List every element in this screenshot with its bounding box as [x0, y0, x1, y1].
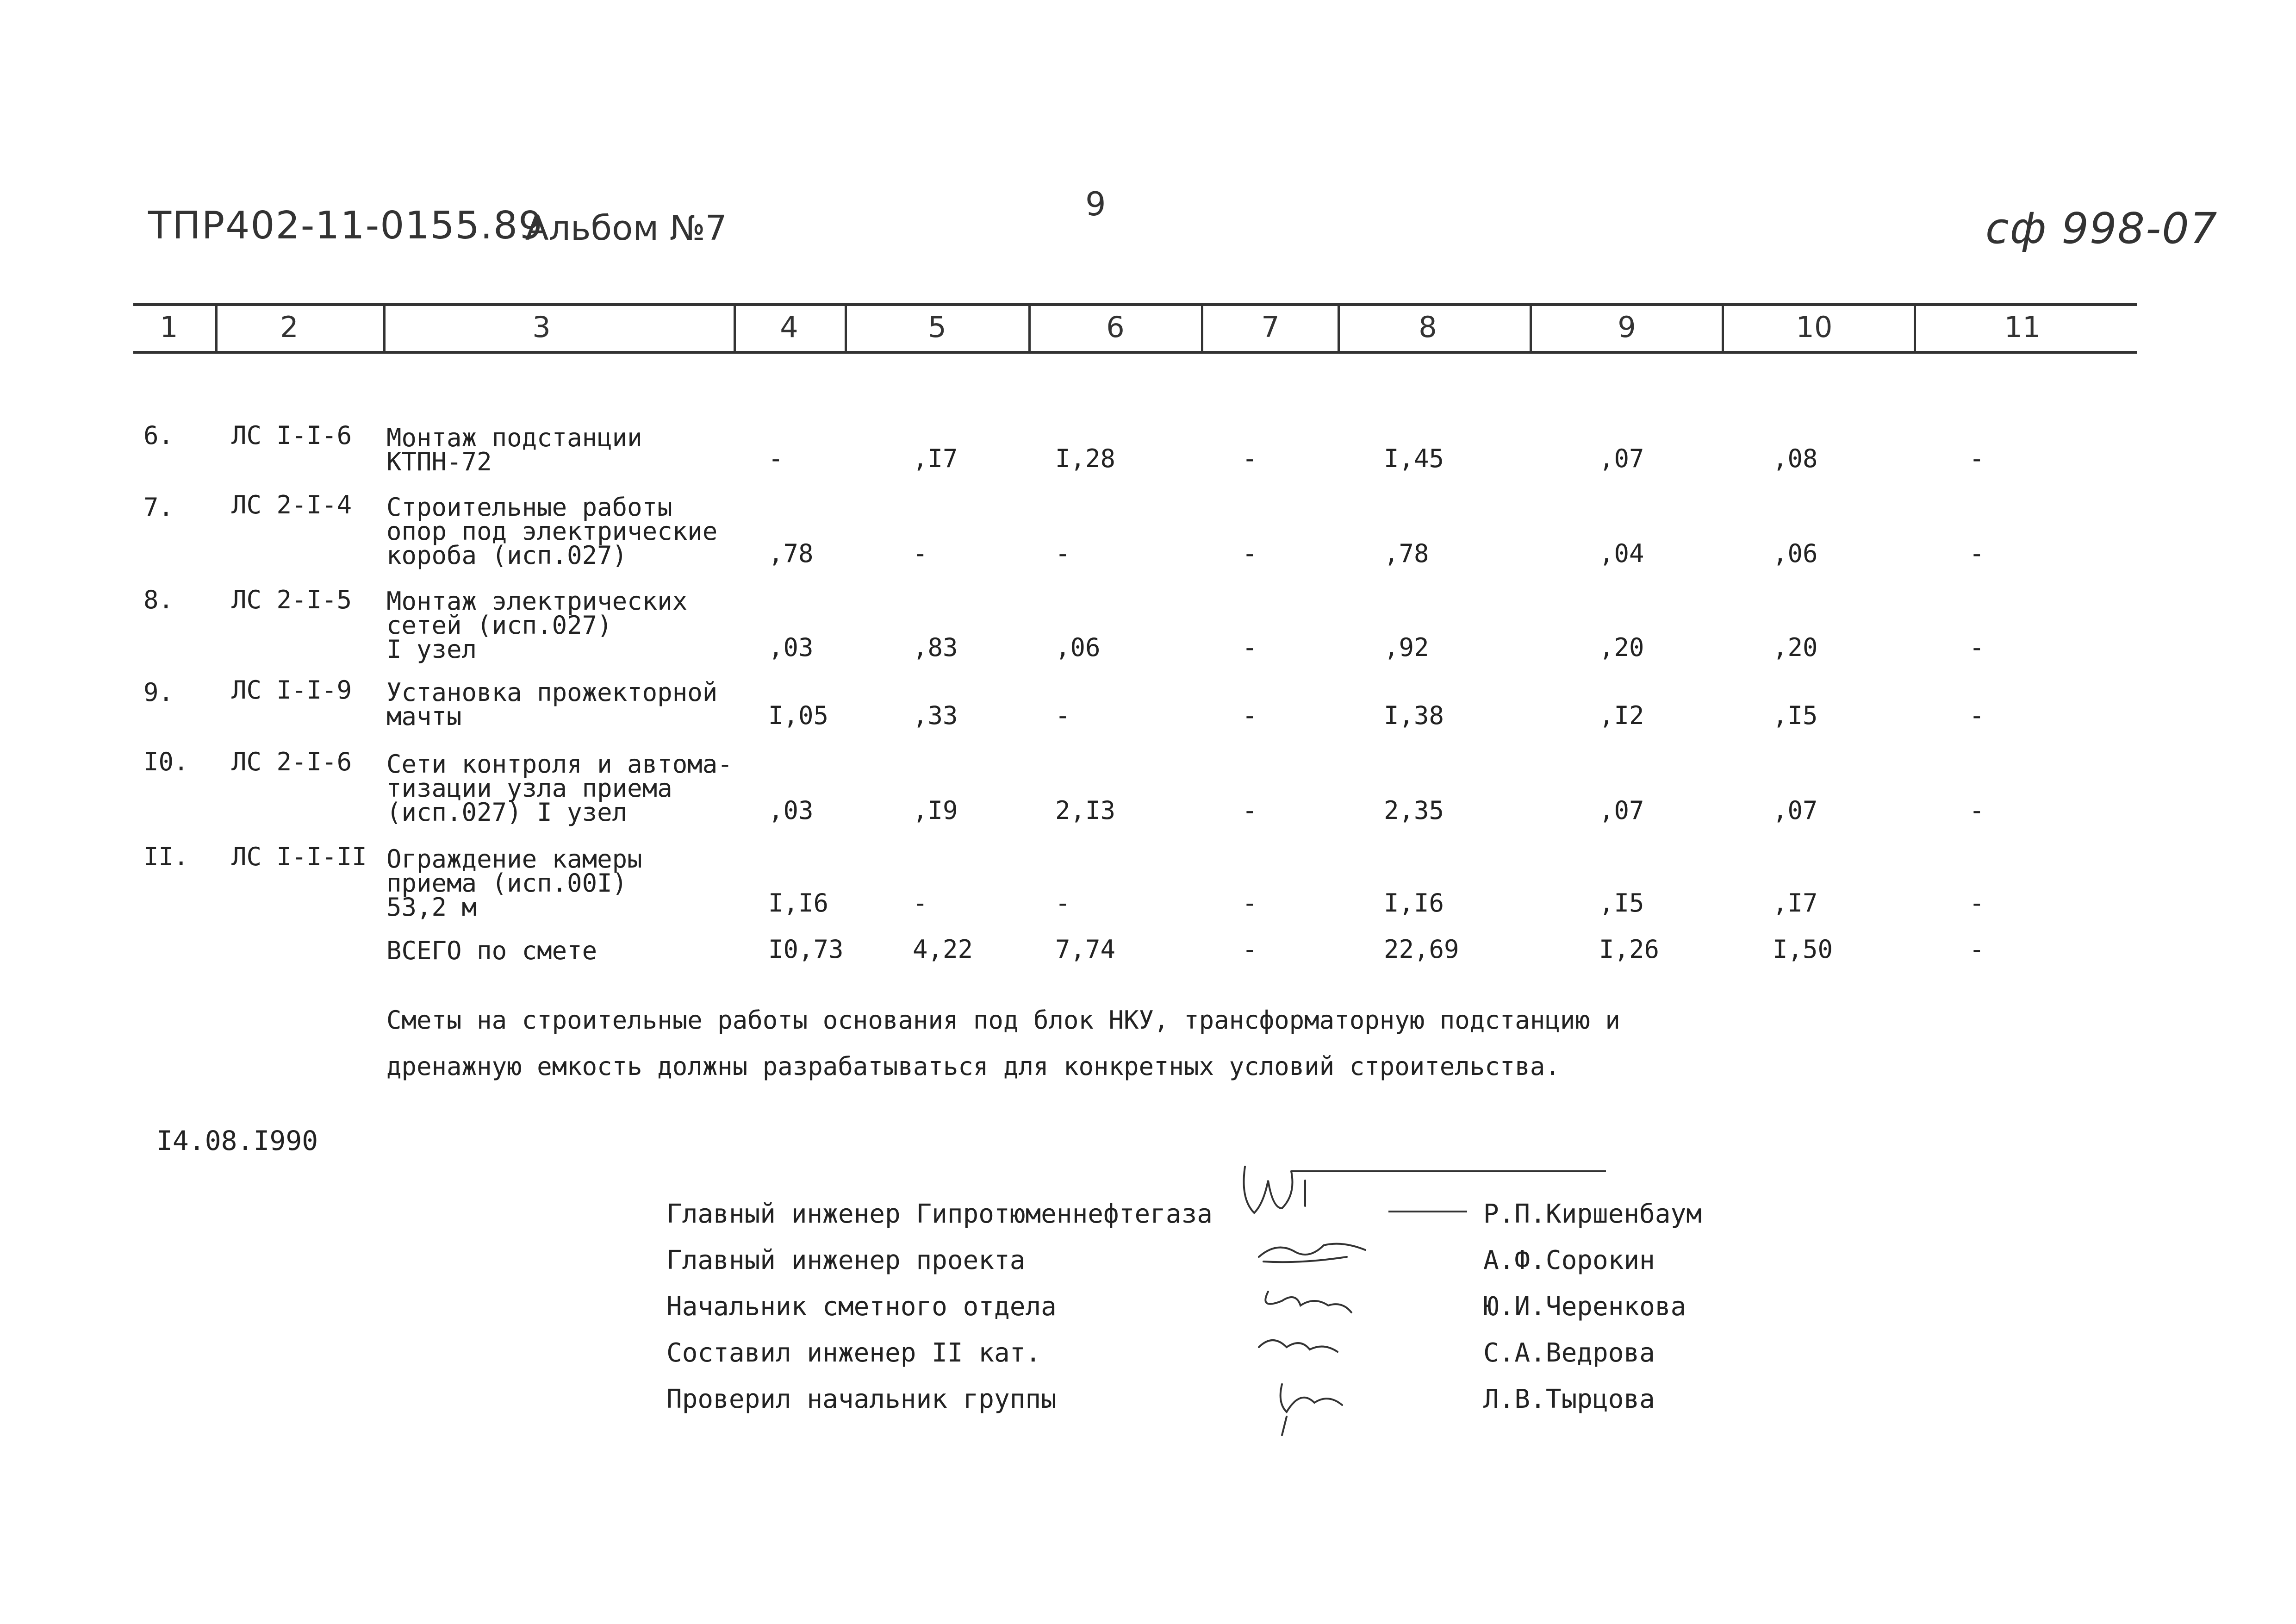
row-number: 9. — [143, 678, 174, 707]
value-col-7: - — [1242, 539, 1257, 568]
estimate-code: ЛС 2-I-5 — [231, 585, 352, 614]
column-header-5: 5 — [928, 310, 946, 344]
signature-name: Ю.И.Черенкова — [1483, 1292, 1686, 1322]
value-col-5: ,83 — [913, 633, 958, 662]
signature-title: Главный инженер проекта — [666, 1245, 1026, 1275]
work-description: Ограждение камеры приема (исп.00I) 53,2 м — [386, 844, 642, 922]
value-col-8: ,92 — [1384, 633, 1429, 662]
value-col-9: ,I5 — [1599, 888, 1644, 918]
estimate-code: ЛС 2-I-4 — [231, 490, 352, 519]
value-col-5: - — [913, 888, 928, 918]
signature-name: С.А.Ведрова — [1483, 1338, 1655, 1368]
album-number: Альбом №7 — [525, 208, 727, 248]
column-separator — [1722, 303, 1724, 354]
row-number: II. — [143, 842, 189, 871]
signature-name: Р.П.Киршенбаум — [1483, 1199, 1702, 1229]
work-description: Сети контроля и автома- тизации узла приема (исп.027) I узел — [386, 750, 733, 827]
value-col-6: - — [1055, 701, 1070, 730]
total-col-9: I,26 — [1599, 935, 1660, 964]
value-col-4: I,I6 — [768, 888, 829, 918]
value-col-5: ,I7 — [913, 444, 958, 473]
value-col-11: - — [1969, 888, 1985, 918]
column-separator — [734, 303, 736, 354]
value-col-11: - — [1969, 701, 1985, 730]
work-description: Установка прожекторной мачты — [386, 678, 718, 731]
page-number: 9 — [1085, 185, 1106, 223]
value-col-7: - — [1242, 888, 1257, 918]
document-date: I4.08.I990 — [156, 1125, 318, 1156]
column-header-10: 10 — [1796, 310, 1833, 344]
column-header-4: 4 — [780, 310, 798, 344]
value-col-9: ,07 — [1599, 796, 1644, 825]
total-col-7: - — [1242, 935, 1257, 964]
value-col-8: I,38 — [1384, 701, 1444, 730]
value-col-4: ,78 — [768, 539, 814, 568]
column-header-3: 3 — [532, 310, 551, 344]
estimate-code: ЛС I-I-II — [231, 842, 367, 871]
value-col-4: ,03 — [768, 633, 814, 662]
signature-name: Л.В.Тырцова — [1483, 1384, 1655, 1414]
signature-mark-3 — [1265, 1292, 1351, 1312]
value-col-6: - — [1055, 539, 1070, 568]
value-col-8: 2,35 — [1384, 796, 1444, 825]
value-col-10: ,I7 — [1773, 888, 1818, 918]
value-col-9: ,20 — [1599, 633, 1644, 662]
row-number: 8. — [143, 585, 174, 614]
total-col-5: 4,22 — [913, 935, 973, 964]
column-separator — [1338, 303, 1340, 354]
total-col-11: - — [1969, 935, 1985, 964]
row-number: I0. — [143, 747, 189, 776]
value-col-6: I,28 — [1055, 444, 1116, 473]
column-header-6: 6 — [1106, 310, 1125, 344]
column-separator — [1914, 303, 1916, 354]
value-col-4: - — [768, 444, 784, 473]
signature-title: Главный инженер Гипротюменнефтегаза — [666, 1199, 1213, 1229]
work-description: Строительные работы опор под электрические короба (исп.027) — [386, 493, 718, 570]
value-col-5: ,33 — [913, 701, 958, 730]
value-col-8: I,I6 — [1384, 888, 1444, 918]
column-header-2: 2 — [280, 310, 299, 344]
column-header-1: 1 — [160, 310, 178, 344]
value-col-11: - — [1969, 539, 1985, 568]
column-header-11: 11 — [2004, 310, 2041, 344]
value-col-6: 2,I3 — [1055, 796, 1116, 825]
value-col-11: - — [1969, 444, 1985, 473]
value-col-4: ,03 — [768, 796, 814, 825]
signature-title: Составил инженер II кат. — [666, 1338, 1041, 1368]
value-col-10: ,20 — [1773, 633, 1818, 662]
value-col-8: ,78 — [1384, 539, 1429, 568]
reference-number: сф 998-07 — [1985, 204, 2218, 253]
total-col-10: I,50 — [1773, 935, 1833, 964]
value-col-10: ,I5 — [1773, 701, 1818, 730]
header-top-rule — [133, 303, 2137, 306]
column-separator — [1201, 303, 1203, 354]
work-description: Монтаж электрических сетей (исп.027) I узел — [386, 587, 688, 664]
row-number: 7. — [143, 493, 174, 522]
column-separator — [383, 303, 386, 354]
column-separator — [1530, 303, 1532, 354]
value-col-8: I,45 — [1384, 444, 1444, 473]
column-separator — [1028, 303, 1031, 354]
total-col-8: 22,69 — [1384, 935, 1459, 964]
signature-mark-5 — [1281, 1384, 1342, 1435]
total-label: ВСЕГО по смете — [386, 936, 597, 965]
value-col-9: ,07 — [1599, 444, 1644, 473]
value-col-5: - — [913, 539, 928, 568]
column-separator — [215, 303, 218, 354]
total-col-4: I0,73 — [768, 935, 844, 964]
estimate-code: ЛС 2-I-6 — [231, 747, 352, 776]
value-col-7: - — [1242, 444, 1257, 473]
value-col-6: ,06 — [1055, 633, 1101, 662]
header-bottom-rule — [133, 351, 2137, 354]
signature-title: Проверил начальник группы — [666, 1384, 1057, 1414]
signature-mark-1 — [1244, 1167, 1306, 1213]
value-col-10: ,06 — [1773, 539, 1818, 568]
work-description: Монтаж подстанции КТПН-72 — [386, 423, 642, 476]
estimate-code: ЛС I-I-6 — [231, 421, 352, 450]
value-col-11: - — [1969, 633, 1985, 662]
value-col-10: ,07 — [1773, 796, 1818, 825]
signature-mark-2 — [1259, 1244, 1365, 1262]
row-number: 6. — [143, 421, 174, 450]
value-col-11: - — [1969, 796, 1985, 825]
estimate-code: ЛС I-I-9 — [231, 675, 352, 705]
column-separator — [845, 303, 847, 354]
signature-title: Начальник сметного отдела — [666, 1292, 1057, 1322]
value-col-9: ,I2 — [1599, 701, 1644, 730]
column-header-9: 9 — [1618, 310, 1636, 344]
signature-mark-4 — [1259, 1340, 1338, 1352]
value-col-9: ,04 — [1599, 539, 1644, 568]
value-col-7: - — [1242, 796, 1257, 825]
total-col-6: 7,74 — [1055, 935, 1116, 964]
value-col-6: - — [1055, 888, 1070, 918]
note-line: Сметы на строительные работы основания под блок НКУ, трансформаторную подстанцию и — [386, 1006, 1620, 1035]
column-header-8: 8 — [1419, 310, 1437, 344]
value-col-4: I,05 — [768, 701, 829, 730]
signature-name: А.Ф.Сорокин — [1483, 1245, 1655, 1275]
handwritten-signatures — [1231, 1153, 1425, 1440]
value-col-5: ,I9 — [913, 796, 958, 825]
document-code: ТПР402-11-0155.89 — [148, 204, 544, 248]
column-header-7: 7 — [1261, 310, 1280, 344]
value-col-7: - — [1242, 633, 1257, 662]
value-col-10: ,08 — [1773, 444, 1818, 473]
value-col-7: - — [1242, 701, 1257, 730]
note-line: дренажную емкость должны разрабатываться для конкретных условий строительства. — [386, 1052, 1560, 1081]
